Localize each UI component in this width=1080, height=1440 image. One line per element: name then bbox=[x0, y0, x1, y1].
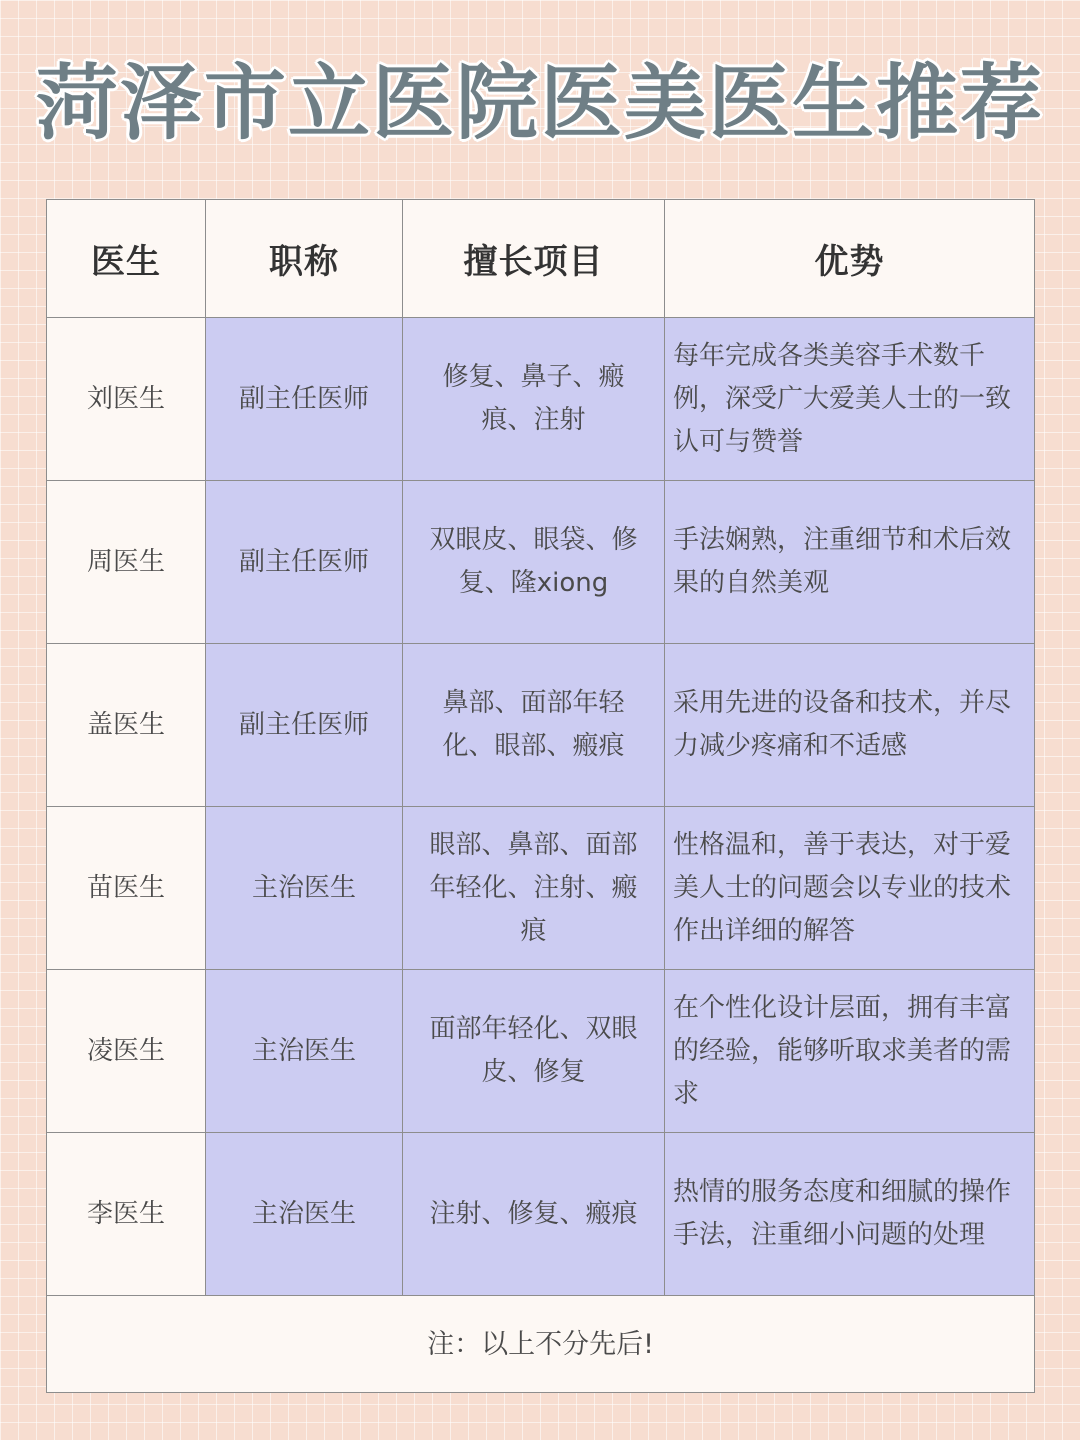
doctor-name-cell: 凌医生 bbox=[47, 970, 206, 1133]
doctor-advantages-cell: 在个性化设计层面，拥有丰富的经验，能够听取求美者的需求 bbox=[665, 970, 1035, 1133]
header-doctor: 医生 bbox=[47, 200, 206, 318]
doctor-table-container bbox=[46, 199, 1034, 1393]
doctor-title-cell: 副主任医师 bbox=[206, 481, 403, 644]
doctor-name-cell: 苗医生 bbox=[47, 807, 206, 970]
table-note: 注：以上不分先后! bbox=[47, 1296, 1035, 1393]
doctor-specialties-cell: 眼部、鼻部、面部年轻化、注射、瘢痕 bbox=[403, 807, 665, 970]
doctor-advantages-cell: 热情的服务态度和细腻的操作手法，注重细小问题的处理 bbox=[665, 1133, 1035, 1296]
doctor-advantages-cell: 性格温和，善于表达，对于爱美人士的问题会以专业的技术作出详细的解答 bbox=[665, 807, 1035, 970]
doctor-name-cell: 李医生 bbox=[47, 1133, 206, 1296]
doctor-specialties-cell: 鼻部、面部年轻化、眼部、瘢痕 bbox=[403, 644, 665, 807]
table-row bbox=[47, 481, 1035, 644]
table-row bbox=[47, 807, 1035, 970]
doctor-specialties-cell: 注射、修复、瘢痕 bbox=[403, 1133, 665, 1296]
doctor-advantages-cell: 每年完成各类美容手术数千例，深受广大爱美人士的一致认可与赞誉 bbox=[665, 318, 1035, 481]
page-title: 菏泽市立医院医美医生推荐 bbox=[35, 56, 1044, 151]
doctor-advantages-cell: 手法娴熟，注重细节和术后效果的自然美观 bbox=[665, 481, 1035, 644]
table-row bbox=[47, 970, 1035, 1133]
doctor-title-cell: 主治医生 bbox=[206, 970, 403, 1133]
table-note-row bbox=[47, 1296, 1035, 1393]
header-advantages: 优势 bbox=[665, 200, 1035, 318]
doctor-table bbox=[46, 199, 1035, 1393]
doctor-title-cell: 副主任医师 bbox=[206, 318, 403, 481]
doctor-advantages-cell: 采用先进的设备和技术，并尽力减少疼痛和不适感 bbox=[665, 644, 1035, 807]
table-header-row bbox=[47, 200, 1035, 318]
table-row bbox=[47, 644, 1035, 807]
header-title: 职称 bbox=[206, 200, 403, 318]
header-specialties: 擅长项目 bbox=[403, 200, 665, 318]
doctor-title-cell: 副主任医师 bbox=[206, 644, 403, 807]
doctor-specialties-cell: 修复、鼻子、瘢痕、注射 bbox=[403, 318, 665, 481]
doctor-name-cell: 刘医生 bbox=[47, 318, 206, 481]
doctor-name-cell: 盖医生 bbox=[47, 644, 206, 807]
table-row bbox=[47, 318, 1035, 481]
doctor-title-cell: 主治医生 bbox=[206, 807, 403, 970]
doctor-name-cell: 周医生 bbox=[47, 481, 206, 644]
doctor-specialties-cell: 面部年轻化、双眼皮、修复 bbox=[403, 970, 665, 1133]
doctor-specialties-cell: 双眼皮、眼袋、修复、隆xiong bbox=[403, 481, 665, 644]
table-row bbox=[47, 1133, 1035, 1296]
doctor-title-cell: 主治医生 bbox=[206, 1133, 403, 1296]
